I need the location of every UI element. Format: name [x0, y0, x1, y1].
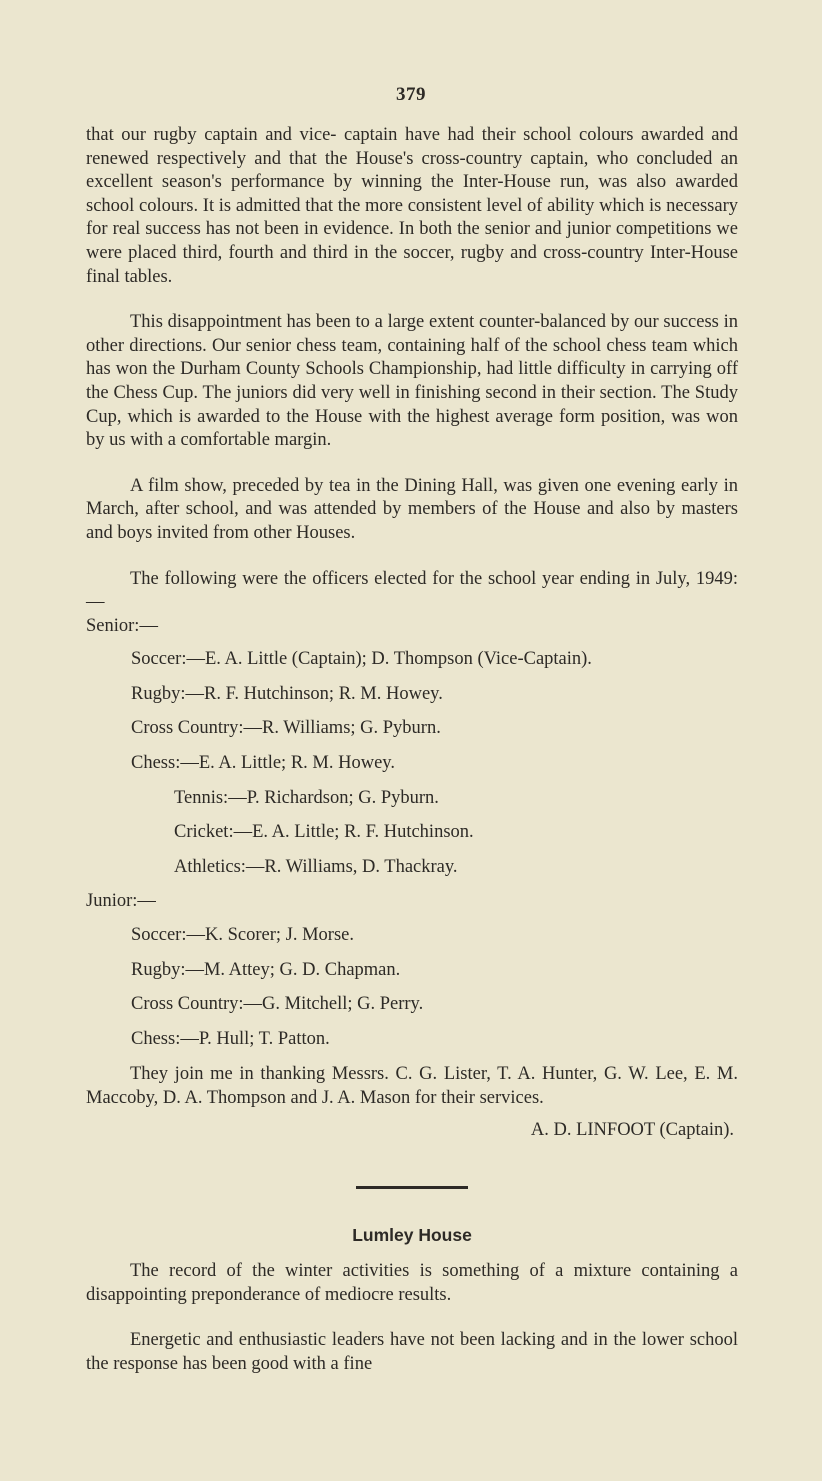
senior-entry-chess: Chess:—E. A. Little; R. M. Howey.	[131, 753, 395, 774]
senior-entry-soccer: Soccer:—E. A. Little (Captain); D. Thompson (Vice-Captain).	[131, 649, 592, 670]
lumley-paragraph-record: The record of the winter activities is something of a mixture containing a disappointing preponderance of mediocre results.	[86, 1261, 738, 1305]
section-divider	[356, 1186, 468, 1189]
paragraph-continuation: that our rugby captain and vice- captain have had their school colours awarded and renewed respectively and that the House's cross-country captain, who concluded an excellent season's performance by winning the Inter-House run, was also awarded school colours. It is admitted that the more consistent level of ability which is necessary for real success has not been in evidence. In both the senior and junior competitions we were placed third, fourth and third in the soccer, rugby and cross-country Inter-House final tables.	[86, 125, 738, 287]
junior-officers-list	[86, 924, 738, 1051]
paragraph-chess: This disappointment has been to a large extent counter-balanced by our success in other directions. Our senior chess team, containing half of the school chess team which has won the Durham County Schools Championship, had little difficulty in carrying off the Chess Cup. The juniors did very well in finishing second in their section. The Study Cup, which is awarded to the House with the highest average form position, was won by us with a comfortable margin.	[86, 312, 738, 451]
senior-entry-rugby: Rugby:—R. F. Hutchinson; R. M. Howey.	[131, 683, 443, 704]
signature: A. D. LINFOOT (Captain).	[530, 1119, 734, 1140]
junior-heading: Junior:—	[86, 891, 156, 912]
senior-heading: Senior:—	[86, 615, 158, 636]
senior-entry-cricket: Cricket:—E. A. Little; R. F. Hutchinson.	[174, 822, 474, 843]
body-text	[86, 124, 738, 1399]
lumley-paragraph-leaders: Energetic and enthusiastic leaders have not been lacking and in the lower school the response has been good with a fine	[86, 1330, 738, 1374]
junior-entry-chess: Chess:—P. Hull; T. Patton.	[131, 1028, 330, 1049]
thanks-paragraph: They join me in thanking Messrs. C. G. Lister, T. A. Hunter, G. W. Lee, E. M. Maccoby, D. A. Thompson and J. A. Mason for their services.	[86, 1064, 738, 1108]
senior-entry-tennis: Tennis:—P. Richardson; G. Pyburn.	[174, 787, 439, 808]
senior-officers-list	[86, 648, 738, 879]
officers-intro: The following were the officers elected for the school year ending in July, 1949:—	[86, 568, 738, 613]
junior-entry-rugby: Rugby:—M. Attey; G. D. Chapman.	[131, 959, 401, 980]
senior-entry-cross-country: Cross Country:—R. Williams; G. Pyburn.	[131, 718, 441, 739]
page-number: 379	[396, 84, 426, 105]
senior-entry-athletics: Athletics:—R. Williams, D. Thackray.	[174, 856, 458, 877]
junior-entry-cross-country: Cross Country:—G. Mitchell; G. Perry.	[131, 994, 424, 1015]
section-title-lumley-house: Lumley House	[352, 1225, 472, 1246]
junior-entry-soccer: Soccer:—K. Scorer; J. Morse.	[131, 925, 354, 946]
paragraph-film-show: A film show, preceded by tea in the Dining Hall, was given one evening early in March, after school, and was attended by members of the House and also by masters and boys invited from other Houses.	[86, 475, 738, 543]
